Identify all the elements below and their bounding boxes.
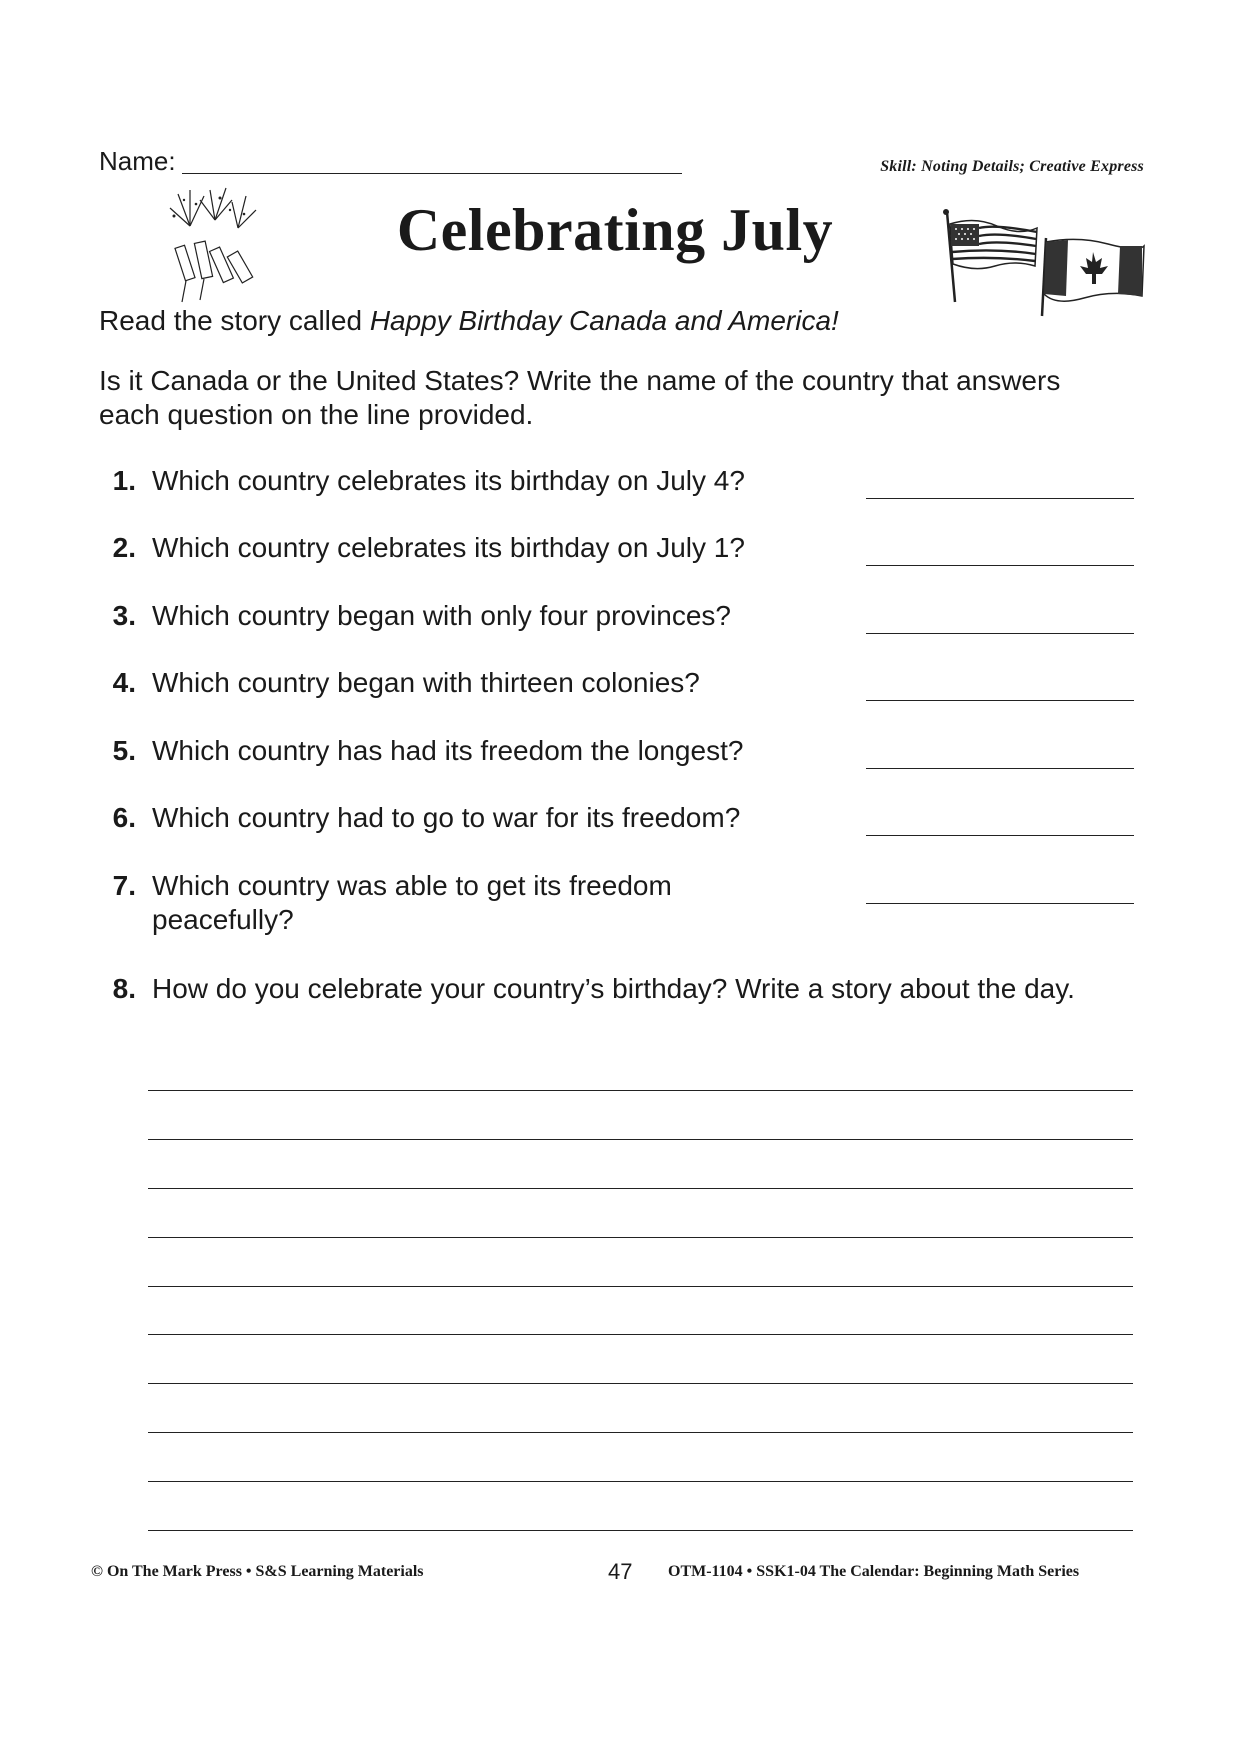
question-text: Which country began with only four provinces? — [152, 600, 731, 631]
question-number: 7. — [112, 870, 136, 901]
answer-line[interactable] — [866, 565, 1134, 566]
us-flag-icon — [935, 208, 1040, 303]
question-text: Which country has had its freedom the longest? — [152, 735, 744, 766]
question-number: 5. — [112, 735, 136, 766]
question-number: 4. — [112, 667, 136, 698]
answer-line[interactable] — [866, 903, 1134, 904]
instructions-text: Is it Canada or the United States? Write the name of the country that answers each question on the line provided. — [99, 365, 1061, 430]
writing-line[interactable] — [148, 1139, 1133, 1140]
answer-line[interactable] — [866, 498, 1134, 499]
writing-line[interactable] — [148, 1237, 1133, 1238]
writing-line[interactable] — [148, 1481, 1133, 1482]
question-number: 8. — [112, 973, 136, 1004]
answer-line[interactable] — [866, 768, 1134, 769]
footer-series: OTM-1104 • SSK1-04 The Calendar: Beginning Math Series — [668, 1563, 1080, 1580]
question-number: 6. — [112, 802, 136, 833]
writing-line[interactable] — [148, 1432, 1133, 1433]
answer-line[interactable] — [866, 700, 1134, 701]
intro-prefix: Read the story called — [99, 305, 370, 336]
question-number: 2. — [112, 532, 136, 563]
name-input-line[interactable] — [182, 173, 682, 174]
intro-text — [99, 304, 1099, 338]
writing-line[interactable] — [148, 1530, 1133, 1531]
story-title: Happy Birthday Canada and America! — [369, 305, 839, 336]
answer-line[interactable] — [866, 835, 1134, 836]
answer-line[interactable] — [866, 633, 1134, 634]
page-title: Celebrating July — [396, 197, 834, 263]
writing-line[interactable] — [148, 1286, 1133, 1287]
writing-line[interactable] — [148, 1383, 1133, 1384]
question-text: Which country celebrates its birthday on July 1? — [152, 532, 745, 563]
story-prompt-text: How do you celebrate your country’s birthday? Write a story about the day. — [152, 973, 1075, 1004]
fireworks-icon — [160, 186, 270, 304]
footer-publisher: © On The Mark Press • S&S Learning Materials — [91, 1563, 424, 1580]
question-number: 3. — [112, 600, 136, 631]
question-text: Which country had to go to war for its freedom? — [152, 802, 741, 833]
name-label: Name: — [99, 146, 176, 176]
writing-line[interactable] — [148, 1188, 1133, 1189]
page-number: 47 — [608, 1559, 633, 1584]
skill-label: Skill: Noting Details; Creative Express — [880, 158, 1144, 175]
question-number: 1. — [112, 465, 136, 496]
writing-line[interactable] — [148, 1334, 1133, 1335]
writing-line[interactable] — [148, 1090, 1133, 1091]
question-text: Which country began with thirteen colonies? — [152, 667, 700, 698]
question-text: Which country was able to get its freedom peacefully? — [152, 870, 672, 935]
question-text: Which country celebrates its birthday on July 4? — [152, 465, 745, 496]
